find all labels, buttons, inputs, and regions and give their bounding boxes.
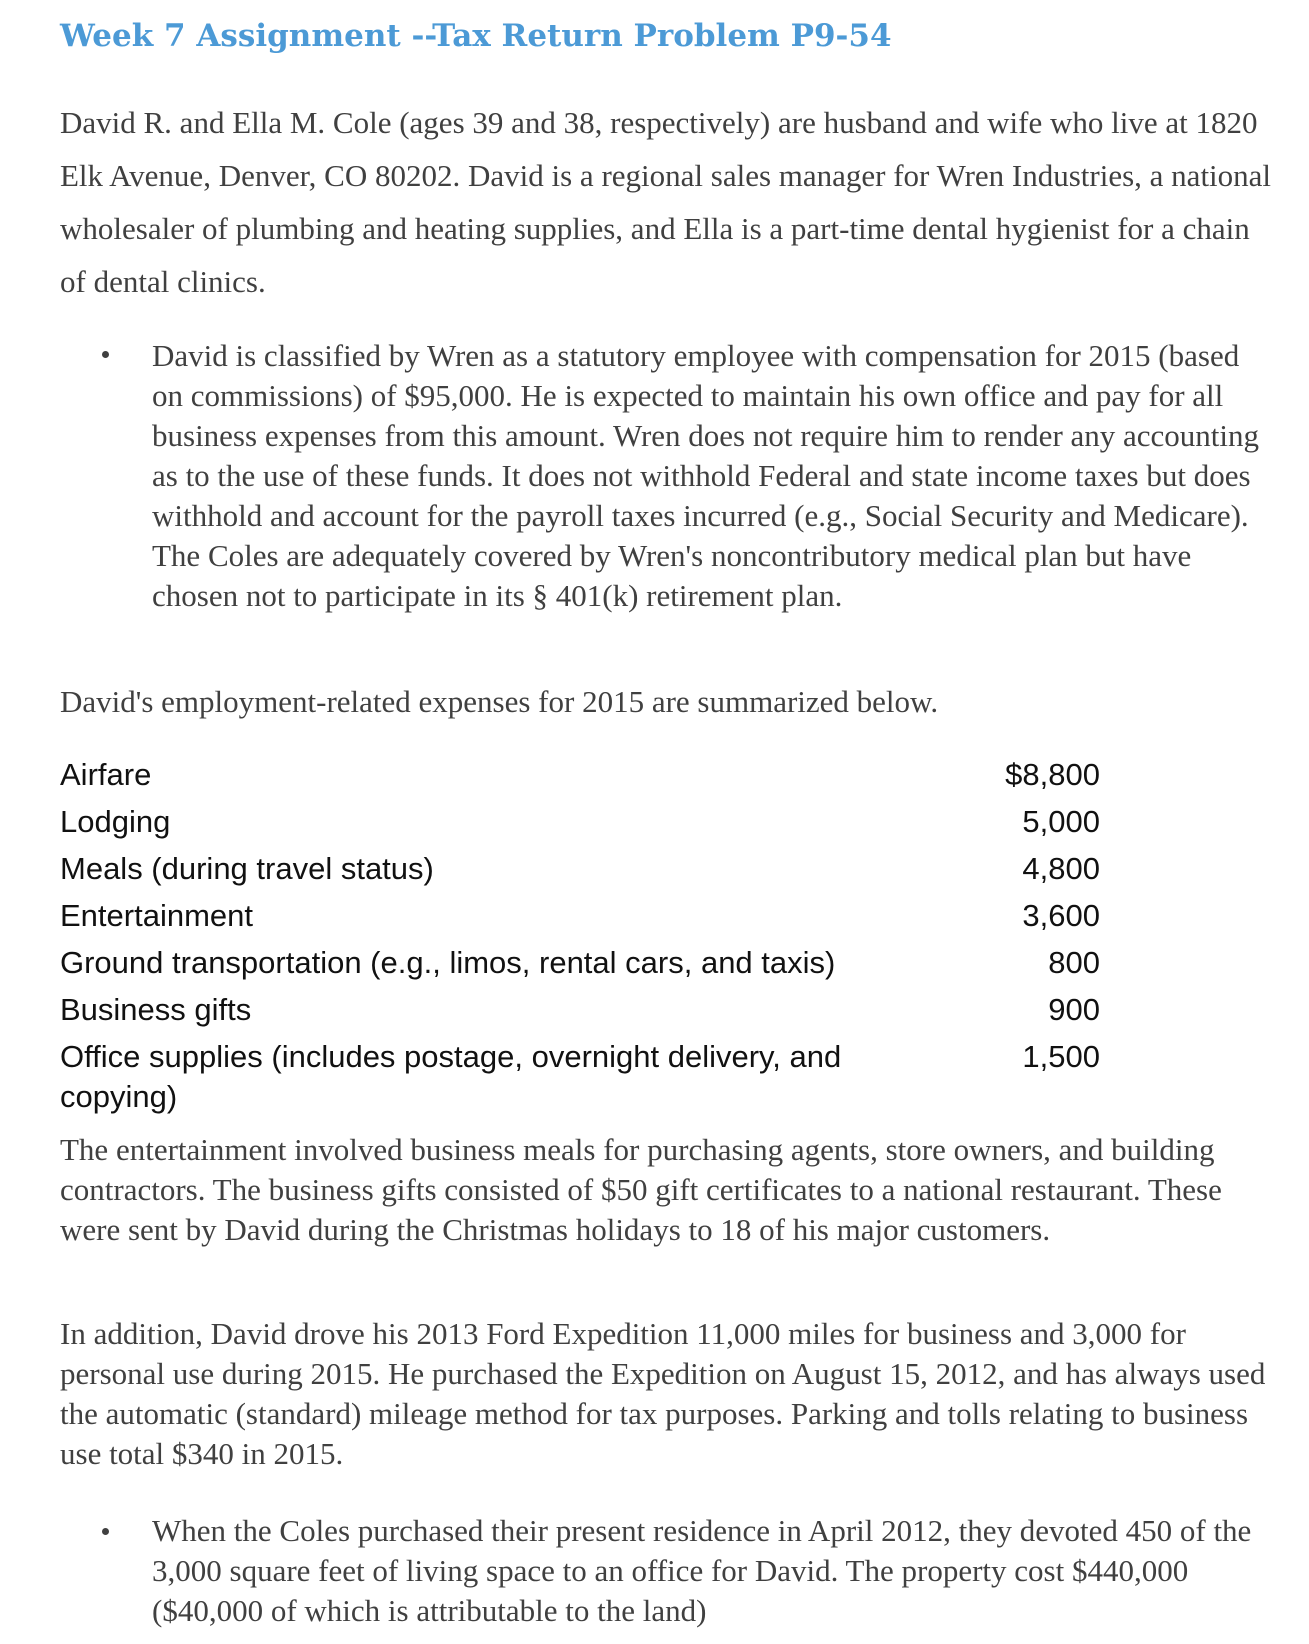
- expense-label: Meals (during travel status): [60, 851, 434, 886]
- table-row: [60, 990, 1100, 1030]
- table-row: [60, 943, 1100, 983]
- mileage-paragraph: In addition, David drove his 2013 Ford Expedition 11,000 miles for business and 3,000 for personal use during 2015. He purchased the Expedition on August 15, 2012, and has always used the automatic (standard) mileage method for tax purposes. Parking and tolls relating to business use total $340 in 2015.: [60, 1316, 1266, 1471]
- expense-amount: $8,800: [1005, 757, 1100, 792]
- table-row: [60, 896, 1100, 936]
- expense-amount: 1,500: [1022, 1039, 1100, 1074]
- bullet-home-office: When the Coles purchased their present residence in April 2012, they devoted 450 of the 3,000 square feet of living space to an office for David. The property cost $440,000 ($40,000 of which is attributable to the land): [152, 1513, 1252, 1628]
- entertainment-paragraph: The entertainment involved business meals for purchasing agents, store owners, and building contractors. The business gifts consisted of $50 gift certificates to a national restaurant. These were sent by David during the Christmas holidays to 18 of his major customers.: [60, 1132, 1222, 1247]
- expense-table: [60, 755, 1100, 1124]
- expense-amount: 5,000: [1022, 804, 1100, 839]
- expense-label: Entertainment: [60, 898, 253, 933]
- expense-amount: 3,600: [1022, 898, 1100, 933]
- expense-label: Business gifts: [60, 992, 252, 1027]
- table-row: [60, 1037, 1100, 1117]
- expense-label: Ground transportation (e.g., limos, rental cars, and taxis): [60, 945, 836, 980]
- expense-amount: 900: [1048, 992, 1100, 1027]
- expenses-summary-intro: David's employment-related expenses for 2015 are summarized below.: [60, 684, 939, 719]
- intro-paragraph: David R. and Ella M. Cole (ages 39 and 38, respectively) are husband and wife who live at 1820 Elk Avenue, Denver, CO 80202. David is a regional sales manager for Wren Industries, a national wholesaler of plumbing and heating supplies, and Ella is a part-time dental hygienist for a chain of dental clinics.: [60, 105, 1272, 299]
- bullet-statutory-employee: David is classified by Wren as a statutory employee with compensation for 2015 (based on commissions) of $95,000. He is expected to maintain his own office and pay for all business expenses from this amount. Wren does not require him to render any accounting as to the use of these funds. It does not withhold Federal and state income taxes but does withhold and account for the payroll taxes incurred (e.g., Social Security and Medicare). The Coles are adequately covered by Wren's noncontributory medical plan but have chosen not to participate in its § 401(k) retirement plan.: [152, 338, 1260, 613]
- expense-label: Airfare: [60, 757, 152, 792]
- bullet-dot-icon: [100, 1526, 112, 1538]
- table-row: [60, 849, 1100, 889]
- table-row: [60, 802, 1100, 842]
- page-title: Week 7 Assignment --Tax Return Problem P9-54: [60, 18, 892, 54]
- expense-amount: 800: [1048, 945, 1100, 980]
- expense-label: Office supplies (includes postage, overnight delivery, and copying): [60, 1039, 842, 1114]
- bullet-dot-icon: [100, 349, 112, 361]
- expense-amount: 4,800: [1022, 851, 1100, 886]
- table-row: [60, 755, 1100, 795]
- expense-label: Lodging: [60, 804, 171, 839]
